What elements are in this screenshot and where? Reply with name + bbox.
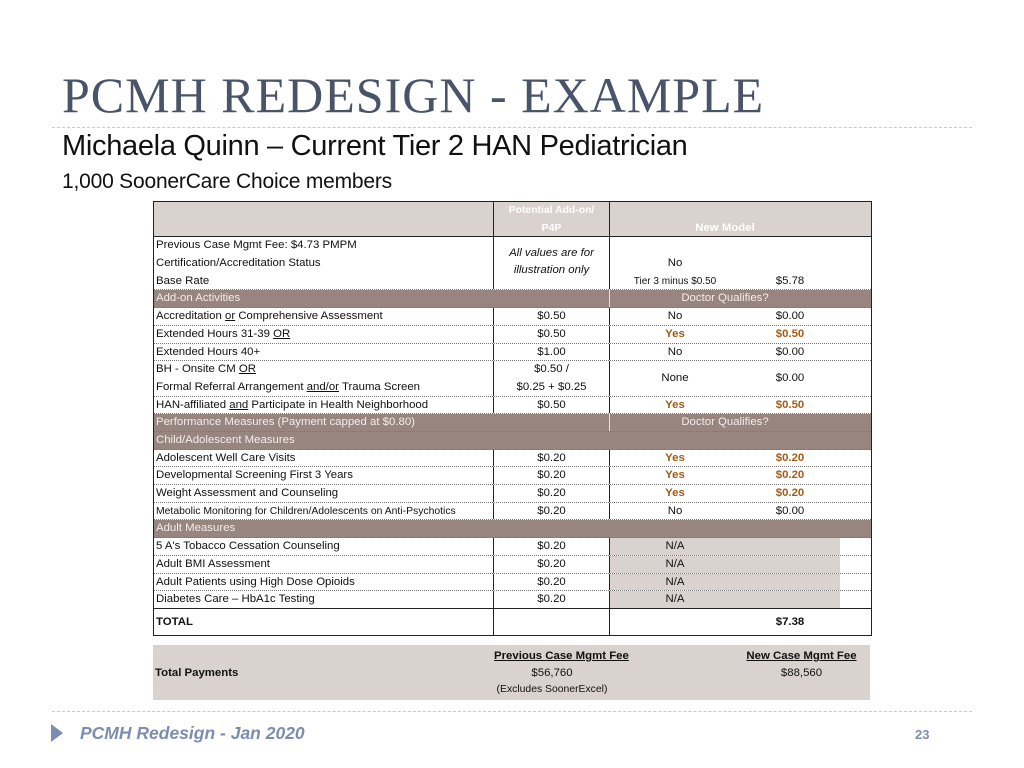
row-label: Adult BMI Assessment [154, 556, 494, 573]
row-amount: $0.20 [775, 451, 805, 464]
row-qualifies: Yes [665, 451, 685, 464]
perf-qualifies-label: Doctor Qualifies? [681, 416, 769, 429]
row-value: $0.50 [494, 326, 610, 343]
perf-section-blank [494, 414, 610, 431]
row-amount [740, 556, 840, 573]
row-amount [740, 538, 840, 555]
page-number: 23 [915, 727, 930, 742]
child-section-header [154, 432, 871, 450]
row-value: $0.20 [494, 574, 610, 591]
member-count: 1,000 SoonerCare Choice members [62, 170, 392, 193]
row-qualifies: N/A [610, 538, 740, 555]
row-amount: $0.50 [775, 327, 805, 340]
table-row [154, 326, 871, 344]
header-new-model-label: New Model [695, 221, 755, 234]
row-value: $0.20 [494, 538, 610, 555]
total-blank-2 [610, 609, 740, 635]
addon-section-header [154, 290, 871, 308]
row-amount: $0.00 [775, 504, 805, 517]
note-line2: illustration only [513, 264, 590, 277]
slide-title: PCMH REDESIGN - EXAMPLE [62, 67, 765, 123]
row-value: $0.50 / $0.25 + $0.25 [494, 361, 610, 395]
row-label: Extended Hours 31-39 OR [154, 326, 494, 343]
header-blank [154, 202, 494, 236]
row-amount: $0.00 [775, 372, 805, 385]
bottom-divider [52, 711, 972, 712]
adult-section-label: Adult Measures [156, 522, 236, 535]
header-addon-line2: P4P [541, 222, 562, 234]
row-label: Weight Assessment and Counseling [154, 485, 494, 502]
note-line1: All values are for [509, 247, 594, 260]
row-label: Extended Hours 40+ [154, 344, 494, 361]
row-value: $0.20 [494, 450, 610, 467]
row-value: $0.20 [494, 591, 610, 608]
row-qualifies: Yes [665, 469, 685, 482]
addon-section-label: Add-on Activities [154, 290, 494, 307]
slide-subtitle: Michaela Quinn – Current Tier 2 HAN Pediatrician [62, 130, 688, 162]
intro-block [154, 237, 871, 290]
base-amount: $5.78 [775, 274, 805, 287]
row-label: BH - Onsite CM OR Formal Referral Arrangement and/or Trauma Screen [154, 361, 494, 395]
row-value: $1.00 [494, 344, 610, 361]
bullet-arrow-icon [51, 724, 63, 742]
header-addon-line1: Potential Add-on/ [508, 205, 595, 216]
row-label: Accreditation or Comprehensive Assessment [154, 308, 494, 325]
perf-section-header [154, 414, 871, 432]
prev-fee-label: Previous Case Mgmt Fee: $4.73 PMPM [156, 239, 357, 252]
addon-qualifies-label: Doctor Qualifies? [681, 292, 769, 305]
row-amount [740, 574, 840, 591]
row-value: $0.20 [494, 503, 610, 520]
row-label: HAN-affiliated and Participate in Health Neighborhood [154, 397, 494, 414]
table-row [154, 361, 871, 396]
row-amount [740, 591, 840, 608]
row-amount: $0.20 [775, 469, 805, 482]
base-tier: Tier 3 minus $0.50 [633, 275, 717, 287]
row-value: $0.20 [494, 467, 610, 484]
prev-fee-value: $56,760 [531, 667, 573, 679]
intro-labels [154, 237, 494, 289]
row-label: 5 A's Tobacco Cessation Counseling [154, 538, 494, 555]
row-value: $0.20 [494, 556, 610, 573]
payments-summary [153, 645, 870, 700]
row-qualifies: No [667, 310, 683, 323]
table-row [154, 467, 871, 485]
table-row [154, 503, 871, 521]
header-new-model [610, 202, 840, 236]
table-row [154, 397, 871, 415]
table-row [154, 574, 871, 592]
total-row [154, 609, 871, 635]
prev-fee-note: (Excludes SoonerExcel) [496, 684, 608, 695]
row-qualifies: Yes [665, 398, 685, 411]
table-row [154, 485, 871, 503]
table-row [154, 538, 871, 556]
table-row [154, 556, 871, 574]
row-amount: $0.00 [775, 310, 805, 323]
row-qualifies: N/A [610, 574, 740, 591]
row-value: $0.50 [494, 308, 610, 325]
base-rate-label: Base Rate [156, 274, 210, 287]
table-row [154, 344, 871, 362]
row-qualifies: Yes [665, 487, 685, 500]
total-amount: $7.38 [775, 615, 805, 628]
total-payments-label: Total Payments [155, 667, 239, 679]
row-qualifies: N/A [610, 591, 740, 608]
row-qualifies: N/A [610, 556, 740, 573]
table-header [154, 202, 871, 237]
row-amount: $0.50 [775, 398, 805, 411]
adult-section-header [154, 520, 871, 538]
cert-status-label: Certification/Accreditation Status [156, 257, 321, 270]
cert-value: No [667, 257, 683, 270]
addon-section-blank [494, 290, 610, 307]
row-label: Adolescent Well Care Visits [154, 450, 494, 467]
table-row [154, 450, 871, 468]
intro-values [610, 237, 840, 289]
row-amount: $0.20 [775, 487, 805, 500]
row-label: Metabolic Monitoring for Children/Adolescents on Anti-Psychotics [154, 503, 494, 520]
row-qualifies: Yes [665, 327, 685, 340]
new-fee-value: $88,560 [780, 667, 823, 679]
table-row [154, 308, 871, 326]
row-value: $0.50 [494, 397, 610, 414]
row-label: Developmental Screening First 3 Years [154, 467, 494, 484]
total-blank [494, 609, 610, 635]
child-section-label: Child/Adolescent Measures [156, 434, 295, 446]
top-divider [52, 127, 972, 128]
table-row [154, 591, 871, 609]
illustration-note [494, 237, 610, 289]
row-label: Adult Patients using High Dose Opioids [154, 574, 494, 591]
header-addon [494, 202, 610, 236]
row-qualifies: None [661, 372, 689, 385]
total-label: TOTAL [154, 609, 494, 635]
row-qualifies: No [667, 345, 683, 358]
perf-section-label: Performance Measures (Payment capped at $0.80) [154, 414, 494, 431]
fee-table [153, 201, 872, 636]
new-fee-header: New Case Mgmt Fee [746, 650, 857, 662]
footer-text: PCMH Redesign - Jan 2020 [80, 723, 305, 743]
row-qualifies: No [667, 504, 683, 517]
row-label: Diabetes Care – HbA1c Testing [154, 591, 494, 608]
row-value: $0.20 [494, 485, 610, 502]
row-amount: $0.00 [775, 345, 805, 358]
prev-fee-header: Previous Case Mgmt Fee [494, 650, 629, 662]
